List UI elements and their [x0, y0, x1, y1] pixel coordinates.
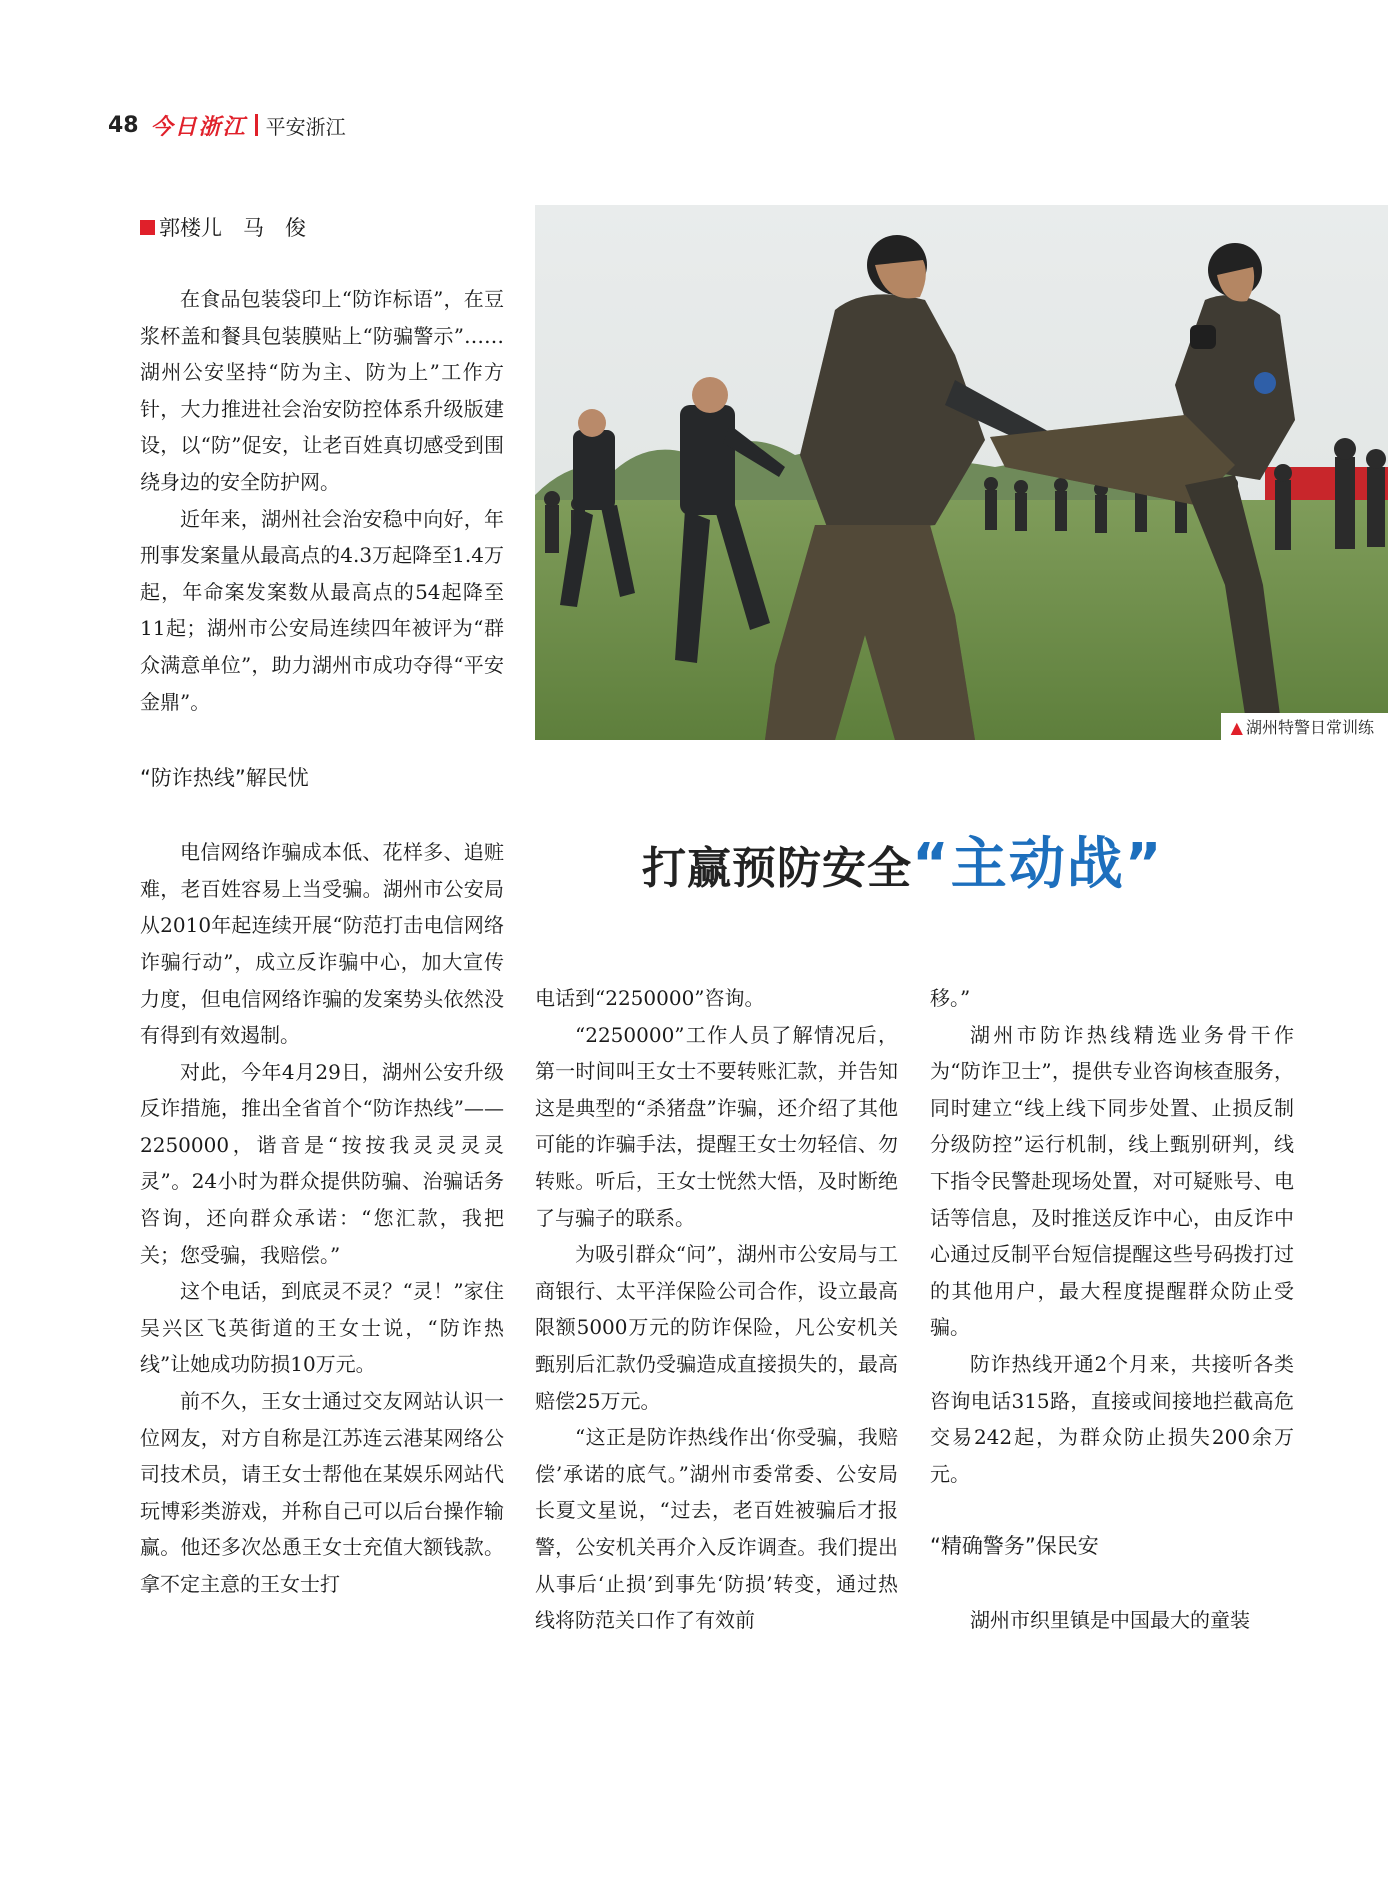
paragraph: 移。”: [930, 986, 971, 1010]
author-line: [140, 212, 306, 242]
magazine-logo: 今日浙江: [150, 113, 247, 140]
headline-main: 打赢预防安全: [642, 843, 912, 894]
paragraph: 近年来，湖州社会治安稳中向好，年刑事发案量从最高点的4.3万起降至1.4万起，年命案发案数从最高点的54起降至11起；湖州市公安局连续四年被评为“群众满意单位”，助力湖州市成功夺得“平安金鼎”。: [140, 506, 504, 714]
paragraph: 电信网络诈骗成本低、花样多、追赃难，老百姓容易上当受骗。湖州市公安局从2010年起连续开展“防范打击电信网络诈骗行动”，成立反诈骗中心，加大宣传力度，但电信网络诈骗的发案势头依然没有得到有效遏制。: [140, 840, 504, 1048]
paragraph: 对此，今年4月29日，湖州公安升级反诈措施，推出全省首个“防诈热线”——2250000，谐音是“按按我灵灵灵灵灵”。24小时为群众提供防骗、治骗话务咨询，还向群众承诺：“您汇款，我把关；您受骗，我赔偿。”: [140, 1059, 504, 1267]
triangle-marker-icon: ▲: [1230, 718, 1243, 737]
section-name: 平安浙江: [265, 114, 346, 139]
page-number: 48: [108, 112, 139, 138]
training-photo: [535, 205, 1388, 740]
paragraph: 为吸引群众“问”，湖州市公安局与工商银行、太平洋保险公司合作，设立最高限额5000万元的防诈保险，凡公安机关甄别后汇款仍受骗造成直接损失的，最高赔偿25万元。: [535, 1242, 898, 1413]
paragraph: 电话到“2250000”咨询。: [535, 986, 765, 1010]
column-3: [930, 980, 1294, 1639]
paragraph: 前不久，王女士通过交友网站认识一位网友，对方自称是江苏连云港某网络公司技术员，请王女士帮他在某娱乐网站代玩博彩类游戏，并称自己可以后台操作输赢。他还多次怂恿王女士充值大额钱款。拿不定主意的王女士打: [140, 1389, 504, 1596]
subheading: “精确警务”保民安: [930, 1534, 1099, 1559]
paragraph: 湖州市防诈热线精选业务骨干作为“防诈卫士”，提供专业咨询核查服务，同时建立“线上线下同步处置、止损反制分级防控”运行机制，线上甄别研判，线下指令民警赴现场处置，对可疑账号、电话等信息，及时推送反诈中心，由反诈中心通过反制平台短信提醒这些号码拨打过的其他用户，最大程度提醒群众防止受骗。: [930, 1022, 1294, 1340]
paragraph: “2250000”工作人员了解情况后，第一时间叫王女士不要转账汇款，并告知这是典型的“杀猪盘”诈骗，还介绍了其他可能的诈骗手法，提醒王女士勿轻信、勿转账。听后，王女士恍然大悟，及时断绝了与骗子的联系。: [535, 1022, 898, 1230]
subheading: “防诈热线”解民忧: [140, 766, 309, 791]
photo-caption: [1221, 713, 1388, 740]
paragraph: 在食品包装袋印上“防诈标语”，在豆浆杯盖和餐具包装膜贴上“防骗警示”……湖州公安坚持“防为主、防为上”工作方针，大力推进社会治安防控体系升级版建设，以“防”促安，让老百姓真切感受到围绕身边的安全防护网。: [140, 287, 504, 494]
article-headline: [642, 820, 1164, 900]
headline-accent: “主动战”: [912, 832, 1164, 897]
article-photo: [535, 205, 1388, 740]
page-header: [108, 108, 346, 142]
caption-text: 湖州特警日常训练: [1245, 718, 1374, 737]
paragraph: “这正是防诈热线作出‘你受骗，我赔偿’承诺的底气。”湖州市委常委、公安局长夏文星说，“过去，老百姓被骗后才报警，公安机关再介入反诈调查。我们提出从事后‘止损’到事先‘防损’转变，通过热线将防范关口作了有效前: [535, 1425, 898, 1633]
red-square-icon: [140, 220, 155, 235]
paragraph: 湖州市织里镇是中国最大的童装: [970, 1608, 1250, 1633]
paragraph: 这个电话，到底灵不灵？“灵！”家住吴兴区飞英街道的王女士说，“防诈热线”让她成功防损10万元。: [140, 1279, 504, 1377]
paragraph: 防诈热线开通2个月来，共接听各类咨询电话315路，直接或间接地拦截高危交易242起，为群众防止损失200余万元。: [930, 1351, 1294, 1486]
column-1: [140, 281, 504, 1603]
authors: 郭楼儿 马 俊: [159, 216, 306, 240]
column-2: [535, 980, 898, 1639]
header-divider: [255, 114, 258, 136]
